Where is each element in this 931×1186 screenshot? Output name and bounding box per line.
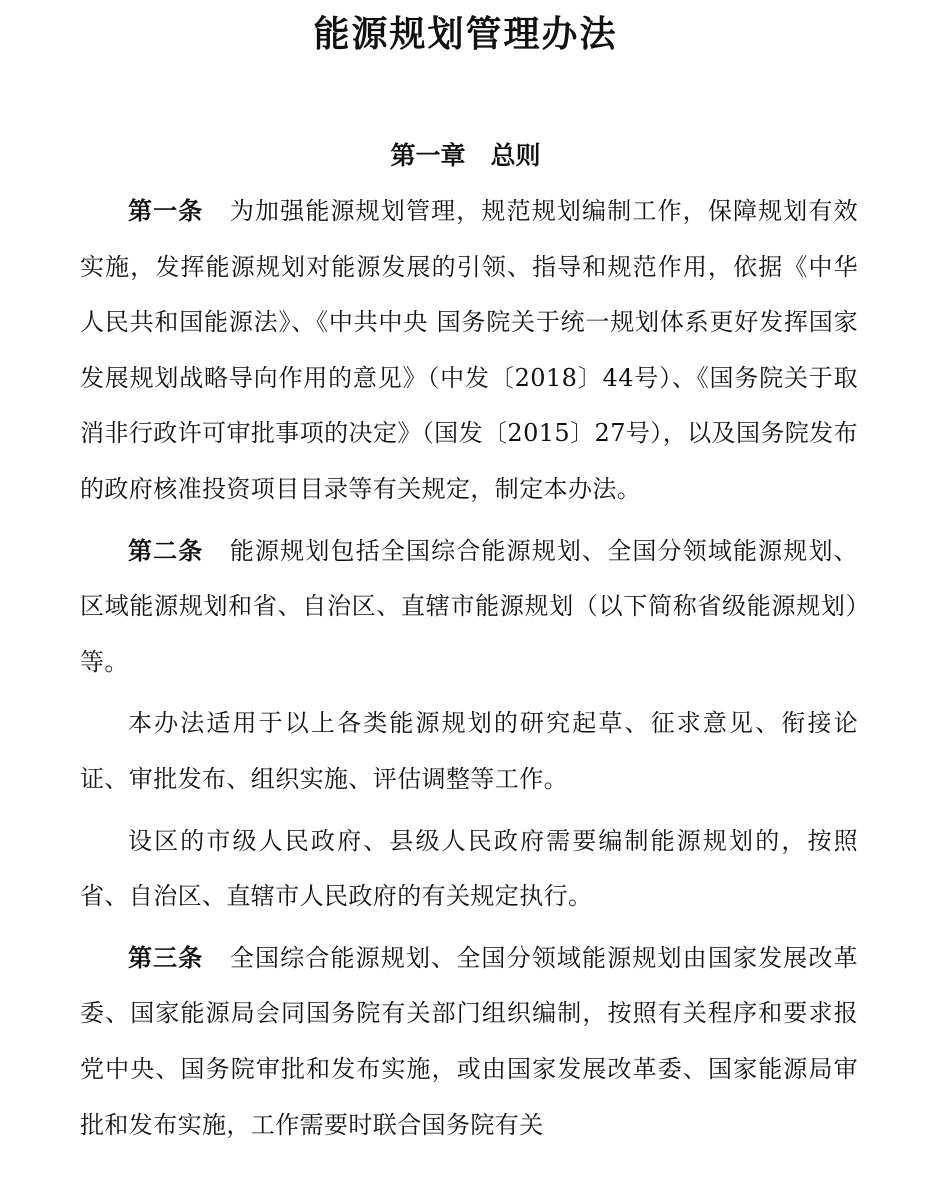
body-paragraph [80, 696, 858, 807]
document-title: 能源规划管理办法 [313, 14, 618, 55]
article-text: 为加强能源规划管理，规范规划编制工作，保障规划有效实施，发挥能源规划对能源发展的引领、指导和规范作用，依据《中华人民共和国能源法》、《中共中央 国务院关于统一规划体系更好发挥国家发展规划战略导向作用的意见》（中发〔2018〕44号）、《国务院关于取消非行政许可审批事项的决定》（国发〔2015〕27号），以及国务院发布的政府核准投资项目目录等有关规定，制定本办法。 [80, 197, 858, 503]
article-label: 第二条 [128, 536, 204, 565]
paragraph-text: 设区的市级人民政府、县级人民政府需要编制能源规划的，按照省、自治区、直辖市人民政府的有关规定执行。 [80, 826, 858, 911]
article-2-paragraph [80, 524, 858, 691]
article-text: 全国综合能源规划、全国分领域能源规划由国家发展改革委、国家能源局会同国务院有关部门组织编制，按照有关程序和要求报党中央、国务院审批和发布实施，或由国家发展改革委、国家能源局审批和发布实施，工作需要时联合国务院有关 [80, 943, 858, 1139]
article-label: 第三条 [128, 943, 204, 972]
body-paragraph [80, 814, 858, 925]
paragraph-text: 本办法适用于以上各类能源规划的研究起草、征求意见、衔接论证、审批发布、组织实施、评估调整等工作。 [80, 709, 858, 793]
article-3-paragraph [80, 931, 858, 1153]
chapter-title: 第一章 总则 [390, 141, 541, 170]
article-1-paragraph [80, 184, 858, 518]
document-body [80, 184, 858, 1153]
article-label: 第一条 [128, 197, 204, 225]
article-text: 能源规划包括全国综合能源规划、全国分领域能源规划、区域能源规划和省、自治区、直辖市能源规划（以下简称省级能源规划）等。 [80, 536, 858, 676]
